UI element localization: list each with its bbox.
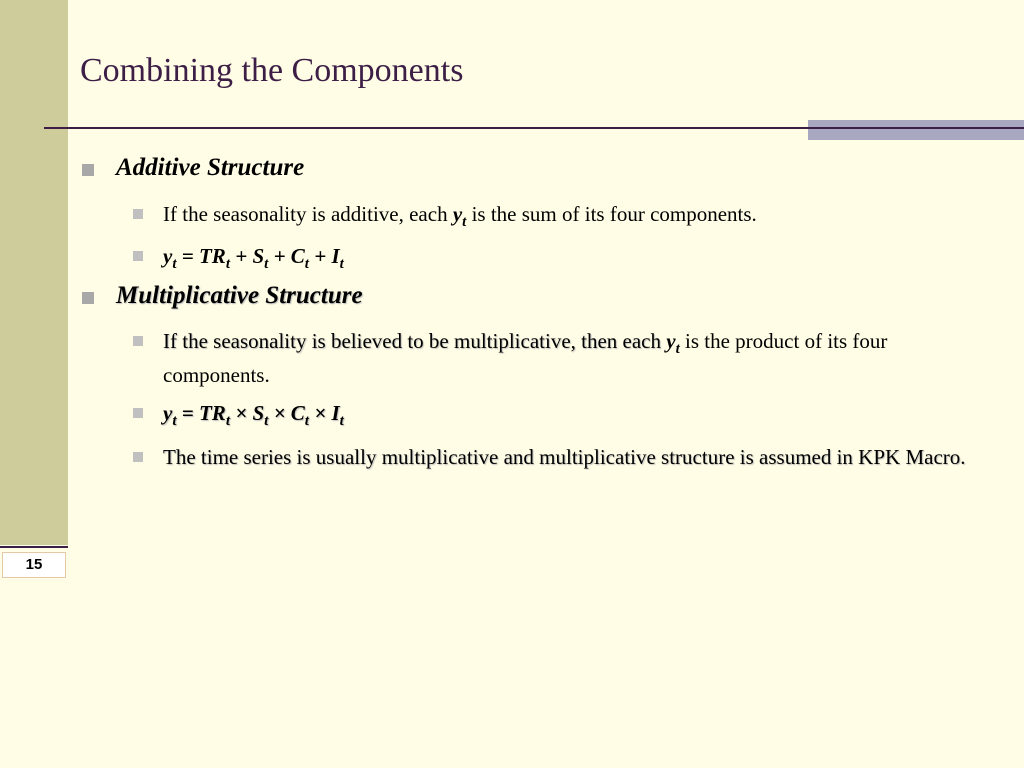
title-accent-bar <box>808 120 1024 140</box>
additive-desc-after: is the sum of its four components. <box>466 202 757 226</box>
slide-number: 15 <box>2 552 66 578</box>
bullet-square-icon <box>133 336 143 346</box>
additive-formula: $y_t = TR_t + S_t + C_t + I_t$ <box>163 244 344 272</box>
additive-desc-before: If the seasonality is additive, each <box>163 202 453 226</box>
multiplicative-heading: Multiplicative Structure <box>116 282 363 309</box>
left-sidebar <box>0 0 68 545</box>
multiplicative-desc-before: If the seasonality is believed to be multiplicative, then each <box>163 329 667 353</box>
multiplicative-note: The time series is usually multiplicative and multiplicative structure is assumed in KPK Macro. <box>163 445 966 469</box>
multiplicative-desc-variable: $y_t$ <box>666 329 680 357</box>
additive-desc-variable: $y_t$ <box>452 202 467 230</box>
slide-title: Combining the Components <box>80 52 464 89</box>
multiplicative-description <box>163 324 963 392</box>
bullet-square-icon <box>133 408 143 418</box>
multiplicative-formula: $y_t = TR_t \times S_t \times C_t \times I_t$ <box>163 401 344 429</box>
additive-heading: Additive Structure <box>116 154 305 181</box>
bullet-square-icon <box>133 209 143 219</box>
additive-description <box>163 197 983 231</box>
slide-number-frame <box>0 546 68 580</box>
title-divider <box>44 127 1024 129</box>
bullet-square-icon <box>133 251 143 261</box>
bullet-square-icon <box>133 452 143 462</box>
multiplicative-desc-after: is the product of its four components. <box>163 329 888 387</box>
bullet-square-icon <box>82 292 94 304</box>
bullet-square-icon <box>82 164 94 176</box>
